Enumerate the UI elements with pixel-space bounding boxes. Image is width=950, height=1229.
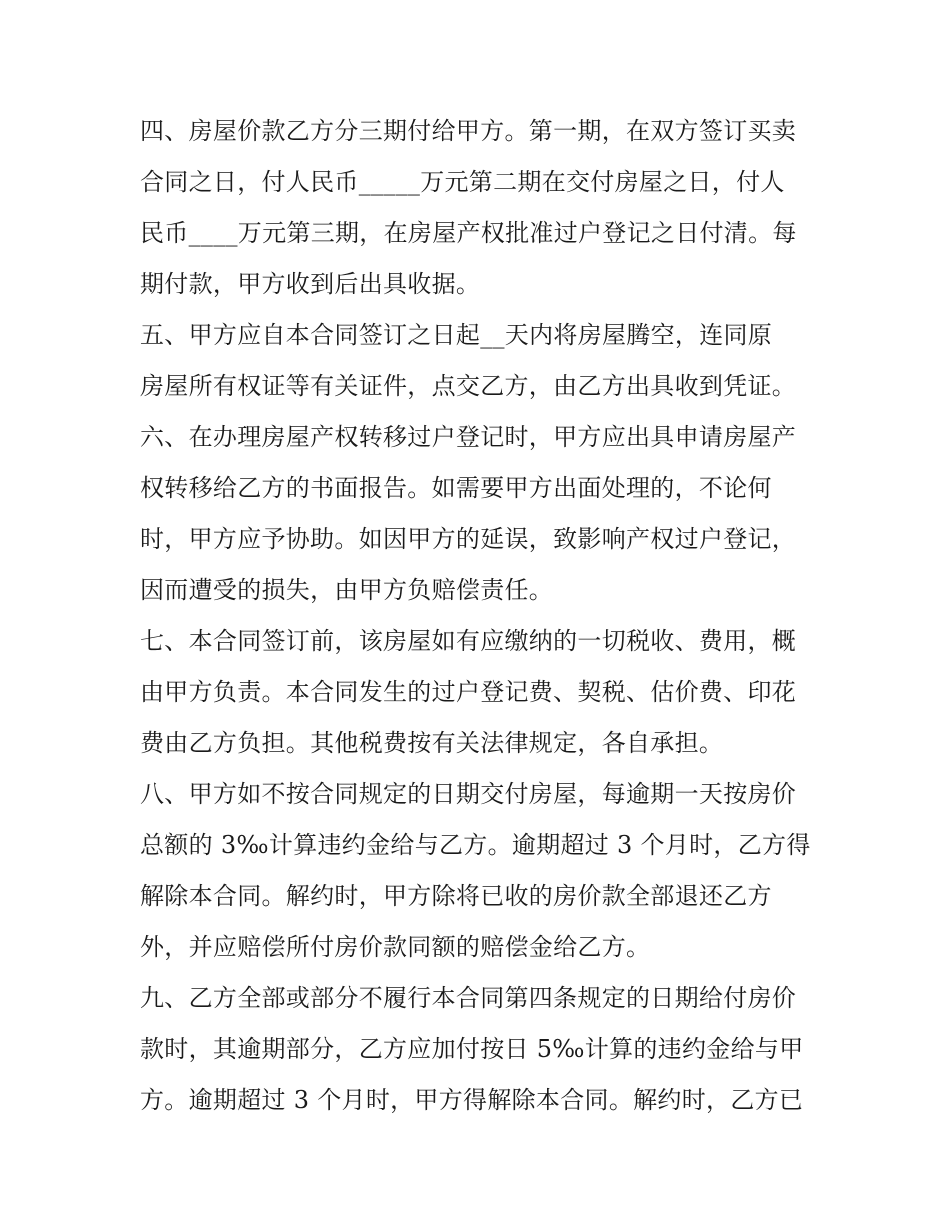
text-line: 九、乙方全部或部分不履行本合同第四条规定的日期给付房价 bbox=[140, 984, 797, 1012]
text-line: 解除本合同。解约时，甲方除将已收的房价款全部退还乙方 bbox=[140, 882, 772, 910]
text-line: 费由乙方负担。其他税费按有关法律规定，各自承担。 bbox=[140, 729, 724, 757]
text-line: 合同之日，付人民币_____万元第二期在交付房屋之日，付人 bbox=[140, 168, 785, 196]
text-line: 期付款，甲方收到后出具收据。 bbox=[140, 270, 481, 298]
text-line: 方。逾期超过 3 个月时，甲方得解除本合同。解约时，乙方已 bbox=[140, 1086, 804, 1114]
text-line: 款时，其逾期部分，乙方应加付按日 5‰计算的违约金给与甲 bbox=[140, 1035, 804, 1063]
text-line: 八、甲方如不按合同规定的日期交付房屋，每逾期一天按房价 bbox=[140, 780, 797, 808]
text-line: 时，甲方应予协助。如因甲方的延误，致影响产权过户登记， bbox=[140, 525, 797, 553]
text-line: 外，并应赔偿所付房价款同额的赔偿金给乙方。 bbox=[140, 933, 651, 961]
clause-5-paragraph bbox=[140, 310, 820, 412]
text-line: 房屋所有权证等有关证件，点交乙方，由乙方出具收到凭证。 bbox=[140, 372, 797, 400]
text-line: 七、本合同签订前，该房屋如有应缴纳的一切税收、费用，概 bbox=[140, 627, 797, 655]
clause-4-paragraph bbox=[140, 106, 820, 310]
text-line: 由甲方负责。本合同发生的过户登记费、契税、估价费、印花 bbox=[140, 678, 797, 706]
clause-8-paragraph bbox=[140, 769, 820, 973]
clause-6-paragraph bbox=[140, 412, 820, 616]
text-line: 六、在办理房屋产权转移过户登记时，甲方应出具申请房屋产 bbox=[140, 423, 797, 451]
text-line: 总额的 3‰计算违约金给与乙方。逾期超过 3 个月时，乙方得 bbox=[140, 831, 811, 859]
text-line: 民币____万元第三期，在房屋产权批准过户登记之日付清。每 bbox=[140, 219, 797, 247]
text-line: 权转移给乙方的书面报告。如需要甲方出面处理的，不论何 bbox=[140, 474, 772, 502]
text-line: 四、房屋价款乙方分三期付给甲方。第一期，在双方签订买卖 bbox=[140, 117, 797, 145]
clause-7-paragraph bbox=[140, 616, 820, 769]
clause-9-paragraph bbox=[140, 973, 820, 1126]
text-line: 五、甲方应自本合同签订之日起__天内将房屋腾空，连同原 bbox=[140, 321, 773, 349]
document-body bbox=[140, 106, 820, 1126]
text-line: 因而遭受的损失，由甲方负赔偿责任。 bbox=[140, 576, 554, 604]
